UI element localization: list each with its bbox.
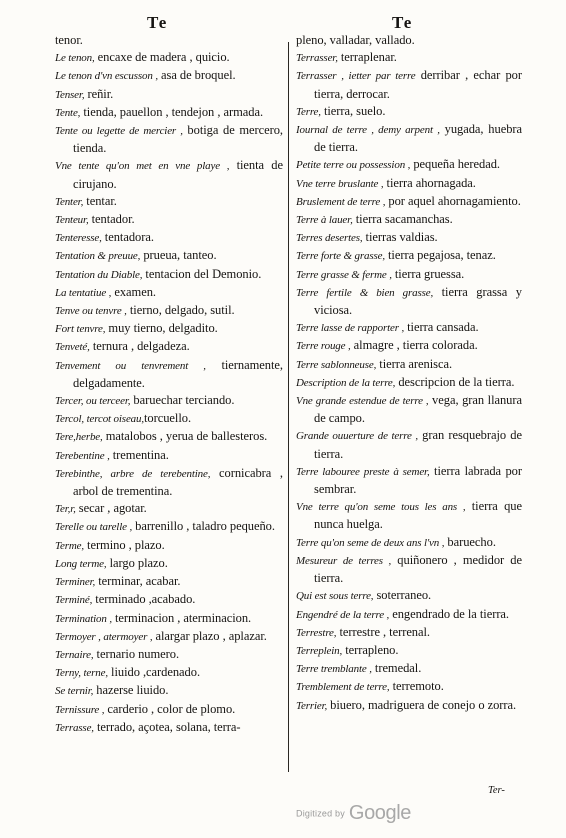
spanish-definition: secar , agotar. — [75, 501, 147, 516]
french-headword: Grande ouuerture de terre , — [296, 430, 419, 443]
spanish-definition: tierno, delgado, sutil. — [126, 303, 235, 318]
dictionary-entry — [55, 410, 283, 428]
french-headword: Fort tenvre, — [55, 323, 106, 336]
dictionary-entry — [296, 697, 522, 715]
left-entry-list — [55, 32, 283, 737]
dictionary-entry — [55, 211, 283, 229]
dictionary-entry — [296, 266, 522, 284]
french-headword: Vne terre bruslante , — [296, 177, 384, 190]
spanish-definition: terrado, açotea, solana, terra- — [93, 719, 241, 734]
dictionary-entry — [296, 32, 522, 49]
running-head-right: Te — [392, 13, 414, 32]
dictionary-entry — [55, 157, 283, 192]
french-headword: Tercol, tercot oiseau, — [55, 413, 144, 426]
dictionary-entry — [296, 319, 522, 337]
spanish-definition: yugada, huebra de tierra. — [314, 122, 523, 155]
french-headword: Long terme, — [55, 557, 107, 570]
french-headword: Engendré de la terre , — [296, 608, 390, 621]
dictionary-entry — [55, 32, 283, 49]
dictionary-entry — [55, 67, 283, 85]
dictionary-entry — [296, 156, 522, 174]
spanish-definition: derribar , echar por tierra, derrocar. — [314, 68, 522, 101]
google-logo: Google — [348, 802, 412, 824]
spanish-definition: tierra labrada por sembrar. — [314, 463, 522, 497]
dictionary-entry — [296, 121, 522, 156]
dictionary-entry — [296, 587, 522, 605]
french-headword: Terre qu'on seme de deux ans l'vn , — [296, 536, 445, 549]
spanish-definition: gran resquebrajo de tierra. — [314, 428, 522, 461]
dictionary-entry — [55, 392, 283, 410]
dictionary-entry — [55, 284, 283, 302]
dictionary-entry — [296, 606, 522, 624]
dictionary-entry — [55, 500, 283, 518]
spanish-definition: tentadora. — [101, 230, 154, 245]
dictionary-entry — [55, 104, 283, 122]
spanish-definition: baruechar terciando. — [130, 393, 235, 408]
spanish-definition: descripcion de la tierra. — [395, 374, 515, 389]
column-rule — [288, 42, 289, 772]
dictionary-entry — [296, 624, 522, 642]
dictionary-entry — [296, 463, 522, 498]
spanish-definition: biuero, madriguera de conejo o zorra. — [327, 697, 517, 712]
french-headword: Terreplein, — [296, 644, 343, 657]
dictionary-entry — [55, 518, 283, 536]
spanish-definition: encaxe de madera , quicio. — [94, 50, 230, 65]
french-headword: Terrasser , ietter par terre — [296, 70, 416, 83]
spanish-definition: tierra grassa y viciosa. — [314, 284, 522, 318]
spanish-definition: soterraneo. — [373, 588, 432, 603]
french-headword: Tere,herbe, — [55, 431, 103, 444]
spanish-definition: terminar, acabar. — [95, 574, 181, 589]
dictionary-entry — [296, 660, 522, 678]
french-headword: Terebentine , — [55, 449, 110, 462]
spanish-definition: tenor. — [55, 33, 83, 47]
dictionary-entry — [296, 642, 522, 660]
spanish-definition: hazerse liuido. — [93, 683, 169, 698]
spanish-definition: pequeña heredad. — [410, 157, 500, 172]
french-headword: Vne terre qu'on seme tous les ans , — [296, 501, 466, 514]
french-headword: Le tenon, — [55, 52, 95, 65]
spanish-definition: tentador. — [88, 212, 135, 227]
spanish-definition: ternario numero. — [93, 646, 180, 661]
dictionary-entry — [55, 266, 283, 284]
spanish-definition: pleno, valladar, vallado. — [296, 33, 415, 47]
spanish-definition: terminado ,acabado. — [92, 592, 196, 607]
french-headword: Terre forte & grasse, — [296, 250, 385, 263]
spanish-definition: tienta de cirujano. — [73, 158, 283, 191]
spanish-definition: por aquel ahornagamiento. — [385, 193, 521, 208]
french-headword: Terre, — [296, 105, 321, 118]
spanish-definition: termino , plazo. — [83, 537, 165, 552]
french-headword: Terres desertes, — [296, 232, 363, 245]
spanish-definition: tierra cansada. — [404, 320, 479, 335]
spanish-definition: tierra gruessa. — [391, 266, 465, 281]
spanish-definition: terminacion , aterminacion. — [111, 610, 252, 625]
french-headword: Mesureur de terres , — [296, 554, 392, 567]
dictionary-entry — [55, 428, 283, 446]
spanish-definition: tierra pegajosa, tenaz. — [384, 248, 496, 263]
spanish-definition: alargar plazo , aplazar. — [152, 628, 267, 643]
spanish-definition: vega, gran llanura de campo. — [314, 393, 522, 426]
dictionary-entry — [55, 122, 283, 157]
digitized-by-google-watermark — [296, 802, 411, 825]
spanish-definition: tierra, suelo. — [320, 103, 386, 118]
dictionary-entry — [296, 211, 522, 229]
dictionary-entry — [55, 229, 283, 247]
spanish-definition: tierra que nunca huelga. — [314, 499, 522, 532]
french-headword: Tenser, — [55, 88, 85, 101]
spanish-definition: cornicabra , arbol de trementina. — [73, 465, 284, 499]
dictionary-entry — [296, 49, 522, 67]
dictionary-entry — [296, 337, 522, 355]
spanish-definition: tiernamente, delgadamente. — [73, 357, 283, 390]
spanish-definition: ternura , delgadeza. — [89, 339, 190, 354]
spanish-definition: terrestre , terrenal. — [336, 624, 431, 639]
dictionary-entry — [55, 447, 283, 465]
french-headword: Tenveté, — [55, 341, 90, 354]
dictionary-entry — [296, 103, 522, 121]
french-headword: Petite terre ou possession , — [296, 159, 411, 172]
french-headword: Tenvement ou tenvrement , — [55, 359, 206, 372]
spanish-definition: muy tierno, delgadito. — [105, 321, 218, 336]
french-headword: Iournal de terre , demy arpent , — [296, 124, 440, 137]
french-headword: Tercer, ou terceer, — [55, 395, 131, 408]
french-headword: Se ternir, — [55, 685, 94, 698]
dictionary-entry — [296, 247, 522, 265]
french-headword: Terre rouge , — [296, 340, 351, 353]
spanish-definition: almagre , tierra colorada. — [350, 338, 478, 353]
spanish-definition: trementina. — [109, 447, 169, 462]
spanish-definition: liuido ,cardenado. — [107, 665, 201, 680]
dictionary-entry — [55, 338, 283, 356]
dictionary-entry — [55, 465, 283, 500]
spanish-definition: examen. — [111, 284, 156, 299]
french-headword: Terre sablonneuse, — [296, 358, 377, 371]
spanish-definition: carderio , color de plomo. — [104, 701, 236, 716]
dictionary-entry — [55, 646, 283, 664]
french-headword: Termoyer , atermoyer , — [55, 630, 153, 643]
dictionary-entry — [55, 682, 283, 700]
dictionary-entry — [55, 719, 283, 737]
french-headword: Ter,r, — [55, 503, 76, 516]
french-headword: Tenve ou tenvre , — [55, 305, 127, 318]
dictionary-entry — [55, 247, 283, 265]
french-headword: Tenter, — [55, 195, 84, 208]
dictionary-entry — [55, 320, 283, 338]
french-headword: Terebinthe, arbre de terebentine, — [55, 467, 211, 480]
french-headword: La tentatiue , — [55, 286, 112, 299]
french-headword: Tenteresse, — [55, 232, 102, 245]
catchword: Ter- — [488, 785, 505, 796]
dictionary-entry — [296, 193, 522, 211]
french-headword: Terelle ou tarelle , — [55, 521, 133, 534]
spanish-definition: tentar. — [83, 193, 117, 208]
spanish-definition: tentacion del Demonio. — [142, 266, 262, 281]
dictionary-entry — [55, 628, 283, 646]
french-headword: Tente ou legette de mercier , — [55, 125, 183, 138]
dictionary-entry — [55, 610, 283, 628]
spanish-definition: tierra sacamanchas. — [352, 212, 453, 227]
dictionary-entry — [55, 591, 283, 609]
french-headword: Vne grande estendue de terre , — [296, 395, 429, 408]
dictionary-entry — [55, 86, 283, 104]
spanish-definition: prueua, tanteo. — [140, 248, 217, 263]
dictionary-entry — [55, 555, 283, 573]
dictionary-entry — [55, 573, 283, 591]
running-head-left: Te — [147, 13, 169, 32]
dictionary-entry — [296, 229, 522, 247]
dictionary-entry — [296, 534, 522, 552]
spanish-definition: tierra ahornagada. — [383, 175, 476, 190]
spanish-definition: terraplenar. — [337, 50, 397, 65]
dictionary-entry — [296, 678, 522, 696]
spanish-definition: tremedal. — [371, 661, 422, 676]
dictionary-entry — [296, 67, 522, 102]
french-headword: Terminé, — [55, 594, 93, 607]
spanish-definition: baruecho. — [444, 534, 496, 549]
french-headword: Terre à lauer, — [296, 214, 353, 227]
french-headword: Terre lasse de rapporter , — [296, 322, 405, 335]
french-headword: Terminer, — [55, 576, 96, 589]
french-headword: Terme, — [55, 539, 84, 552]
french-headword: Terre grasse & ferme , — [296, 268, 392, 281]
french-headword: Terrestre, — [296, 626, 337, 639]
spanish-definition: botiga de mercero, tienda. — [73, 123, 283, 156]
french-headword: Termination , — [55, 612, 112, 625]
spanish-definition: torcuello. — [143, 411, 192, 426]
spanish-definition: asa de broquel. — [157, 68, 236, 83]
french-headword: Tentation du Diable, — [55, 268, 143, 281]
dictionary-entry — [296, 356, 522, 374]
french-headword: Qui est sous terre, — [296, 590, 374, 603]
dictionary-entry — [55, 537, 283, 555]
spanish-definition: terrapleno. — [342, 642, 399, 657]
dictionary-entry — [296, 427, 522, 462]
french-headword: Terre tremblante , — [296, 663, 372, 676]
spanish-definition: largo plazo. — [106, 555, 168, 570]
french-headword: Terrasse, — [55, 721, 94, 734]
spanish-definition: engendrado de la tierra. — [389, 606, 510, 621]
dictionary-entry — [55, 49, 283, 67]
french-headword: Ternissure , — [55, 703, 105, 716]
spanish-definition: matalobos , yerua de ballesteros. — [102, 429, 268, 444]
dictionary-entry — [55, 357, 283, 392]
spanish-definition: tienda, pauellon , tendejon , armada. — [80, 104, 264, 119]
right-entry-list — [296, 32, 522, 715]
digitized-by-label: Digitized by — [296, 808, 345, 819]
spanish-definition: tierras valdias. — [362, 230, 438, 245]
dictionary-entry — [55, 302, 283, 320]
dictionary-entry — [296, 374, 522, 392]
french-headword: Tente, — [55, 106, 81, 119]
french-headword: Bruslement de terre , — [296, 195, 386, 208]
spanish-definition: terremoto. — [389, 679, 444, 694]
french-headword: Le tenon d'vn escusson , — [55, 70, 158, 83]
dictionary-entry — [296, 552, 522, 587]
french-headword: Vne tente qu'on met en vne playe , — [55, 160, 230, 173]
dictionary-entry — [55, 193, 283, 211]
french-headword: Tentation & preuue, — [55, 250, 141, 263]
french-headword: Tenteur, — [55, 214, 89, 227]
dictionary-entry — [296, 498, 522, 533]
french-headword: Description de la terre, — [296, 376, 396, 389]
french-headword: Terny, terne, — [55, 667, 108, 680]
dictionary-entry — [55, 664, 283, 682]
dictionary-entry — [296, 284, 522, 319]
french-headword: Terrasser, — [296, 52, 338, 65]
french-headword: Tremblement de terre, — [296, 681, 390, 694]
dictionary-entry — [296, 175, 522, 193]
spanish-definition: quiñonero , medidor de tierra. — [314, 552, 522, 586]
dictionary-entry — [55, 701, 283, 719]
spanish-definition: reñir. — [84, 86, 114, 101]
spanish-definition: barrenillo , taladro pequeño. — [132, 519, 275, 534]
french-headword: Terre fertile & bien grasse, — [296, 286, 434, 299]
french-headword: Terre labouree preste à semer, — [296, 465, 430, 478]
spanish-definition: tierra arenisca. — [376, 356, 453, 371]
french-headword: Terrier, — [296, 699, 328, 712]
french-headword: Ternaire, — [55, 648, 94, 661]
dictionary-entry — [296, 392, 522, 427]
